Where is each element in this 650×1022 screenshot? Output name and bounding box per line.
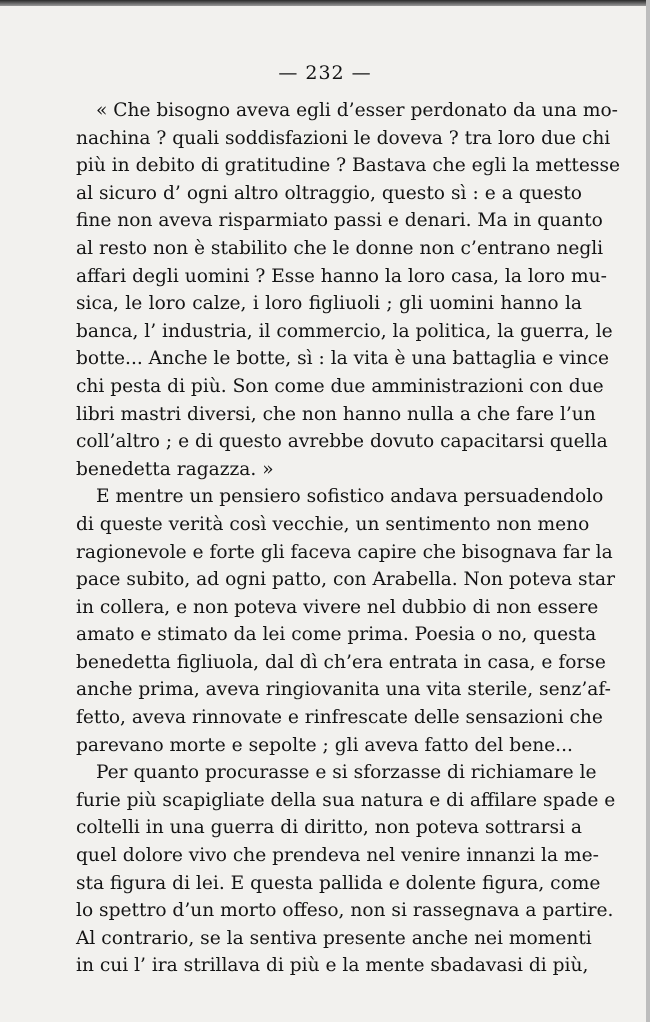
text-line: sta figura di lei. E questa pallida e dolente figura, come <box>76 872 601 894</box>
paragraph <box>76 759 616 980</box>
text-line: libri mastri diversi, che non hanno nulla a che fare l’un <box>76 403 596 425</box>
text-line: E mentre un pensiero sofistico andava persuadendolo <box>96 486 604 508</box>
text-line: benedetta ragazza. » <box>76 458 274 480</box>
text-line: parevano morte e sepolte ; gli aveva fatto del bene... <box>76 734 573 756</box>
text-line: lo spettro d’un morto offeso, non si rassegnava a partire. <box>76 900 614 922</box>
paragraph <box>76 97 620 483</box>
text-line: quel dolore vivo che prendeva nel venire innanzi la me- <box>76 845 599 867</box>
text-line: pace subito, ad ogni patto, con Arabella. Non poteva star <box>76 569 615 591</box>
text-line: botte... Anche le botte, sì : la vita è una battaglia e vince <box>76 348 609 370</box>
text-line: banca, l’ industria, il commercio, la politica, la guerra, le <box>76 320 613 342</box>
text-line: di queste verità così vecchie, un sentimento non meno <box>76 513 590 535</box>
text-line: anche prima, aveva ringiovanita una vita sterile, senz’af- <box>76 679 611 701</box>
text-line: coltelli in una guerra di diritto, non poteva sottrarsi a <box>76 817 582 839</box>
text-line: « Che bisogno aveva egli d’esser perdonato da una mo- <box>96 100 618 121</box>
text-line: ragionevole e forte gli faceva capire che bisognava far la <box>76 541 613 563</box>
text-line: amato e stimato da lei come prima. Poesia o no, questa <box>76 624 597 646</box>
text-line: al resto non è stabilito che le donne non c’entrano negli <box>76 237 604 259</box>
page-right-edge <box>646 0 650 1022</box>
text-line: furie più scapigliate della sua natura e di affilare spade e <box>76 789 616 811</box>
text-line: più in debito di gratitudine ? Bastava che egli la mettesse <box>76 155 620 177</box>
page-number: — 232 — <box>278 62 372 84</box>
text-line: affari degli uomini ? Esse hanno la loro casa, la loro mu- <box>76 265 607 287</box>
page-top-shadow <box>0 0 650 6</box>
text-line: nachina ? quali soddisfazioni le doveva ? tra loro due chi <box>76 127 611 149</box>
text-line: Al contrario, se la sentiva presente anche nei momenti <box>76 927 592 949</box>
text-line: fetto, aveva rinnovate e rinfrescate delle sensazioni che <box>76 707 603 729</box>
text-line: Per quanto procurasse e si sforzasse di richiamare le <box>96 762 597 784</box>
text-line: sica, le loro calze, i loro figliuoli ; gli uomini hanno la <box>76 293 582 315</box>
text-line: al sicuro d’ ogni altro oltraggio, questo sì : e a questo <box>76 182 582 204</box>
text-line: in cui l’ ira strillava di più e la mente sbadavasi di più, <box>76 955 589 977</box>
text-line: fine non aveva risparmiato passi e denari. Ma in quanto <box>76 210 603 232</box>
text-line: benedetta figliuola, dal dì ch’era entrata in casa, e forse <box>76 651 606 673</box>
paragraph <box>76 483 615 759</box>
body-text <box>76 97 620 980</box>
text-line: coll’altro ; e di questo avrebbe dovuto capacitarsi quella <box>76 431 608 453</box>
text-line: in collera, e non poteva vivere nel dubbio di non essere <box>76 596 599 618</box>
text-line: chi pesta di più. Son come due amministrazioni con due <box>76 375 604 397</box>
